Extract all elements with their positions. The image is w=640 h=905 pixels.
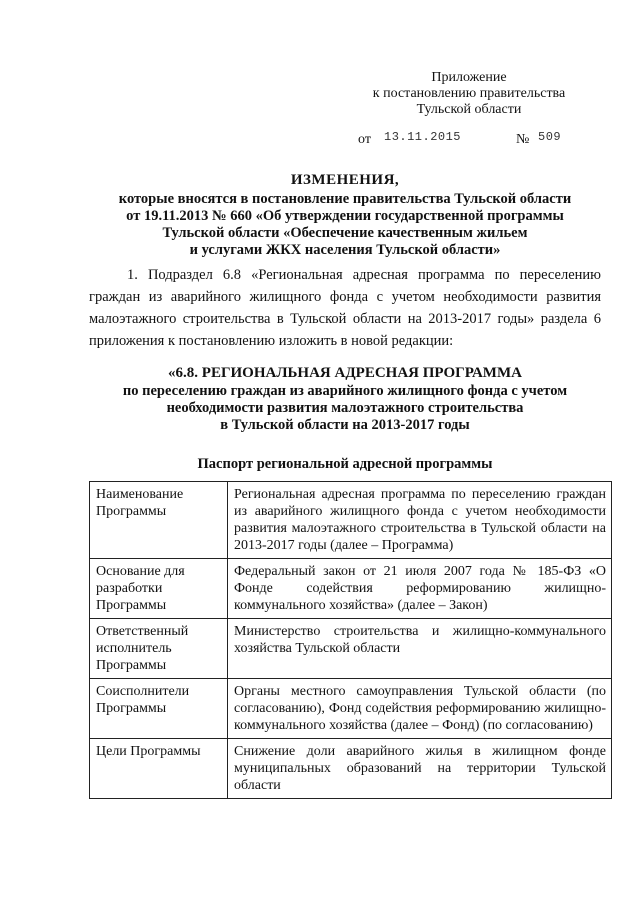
changes-title: ИЗМЕНЕНИЯ, xyxy=(290,172,400,188)
changes-subtitle-line: которые вносятся в постановление правительства Тульской области xyxy=(118,191,572,207)
row-value: Региональная адресная программа по переселению граждан из аварийного жилищного фонда с учетом необходимости развития малоэтажного строительства в Тульской области на 2013-2017 годы (далее – Программа) xyxy=(228,482,612,559)
row-value: Федеральный закон от 21 июля 2007 года № 185-ФЗ «О Фонде содействия реформированию жилищно-коммунального хозяйства» (далее – Закон) xyxy=(228,559,612,619)
table-row xyxy=(90,482,612,559)
row-label: Цели Программы xyxy=(90,739,228,799)
decree-number: 509 xyxy=(538,130,562,144)
passport-title: Паспорт региональной адресной программы xyxy=(197,456,493,472)
row-value: Органы местного самоуправления Тульской области (по согласованию), Фонд содействия реформированию жилищно-коммунального хозяйства (далее – Фонд) (по согласованию) xyxy=(228,679,612,739)
changes-subtitle-line: от 19.11.2013 № 660 «Об утверждении государственной программы xyxy=(126,208,564,224)
number-label: № xyxy=(516,132,530,147)
row-label: Соисполнители Программы xyxy=(90,679,228,739)
row-value: Снижение доли аварийного жилья в жилищном фонде муниципальных образований на территории Тульской области xyxy=(228,739,612,799)
changes-heading xyxy=(80,172,610,259)
changes-subtitle-line: и услугами ЖКХ населения Тульской области» xyxy=(189,242,501,258)
row-label: Наименование Программы xyxy=(90,482,228,559)
table-row xyxy=(90,559,612,619)
appendix-line: к постановлению правительства xyxy=(372,86,566,101)
section-subtitle-line: в Тульской области на 2013-2017 годы xyxy=(220,417,470,433)
section-title: «6.8. РЕГИОНАЛЬНАЯ АДРЕСНАЯ ПРОГРАММА xyxy=(168,365,522,381)
table-row xyxy=(90,619,612,679)
appendix-line: Приложение xyxy=(431,70,507,85)
changes-subtitle-line: Тульской области «Обеспечение качественным жильем xyxy=(162,225,528,241)
row-label: Основание для разработки Программы xyxy=(90,559,228,619)
appendix-header xyxy=(354,70,584,118)
table-row xyxy=(90,679,612,739)
section-subtitle-line: по переселению граждан из аварийного жилищного фонда с учетом xyxy=(122,383,568,399)
appendix-line: Тульской области xyxy=(416,102,522,117)
row-value: Министерство строительства и жилищно-коммунального хозяйства Тульской области xyxy=(228,619,612,679)
passport-table xyxy=(89,481,612,799)
section-heading xyxy=(80,365,610,434)
paragraph-1: 1. Подраздел 6.8 «Региональная адресная программа по переселению граждан из аварийного жилищного фонда с учетом необходимости развития малоэтажного строительства в Тульской области на 2013-2017 годы» раздела 6 приложения к постановлению изложить в новой редакции: xyxy=(89,267,601,349)
decree-date: 13.11.2015 xyxy=(384,130,462,144)
section-subtitle-line: необходимости развития малоэтажного строительства xyxy=(166,400,524,416)
row-label: Ответственный исполнитель Программы xyxy=(90,619,228,679)
from-label: от xyxy=(358,132,371,147)
table-row xyxy=(90,739,612,799)
decree-date-number xyxy=(358,130,578,150)
